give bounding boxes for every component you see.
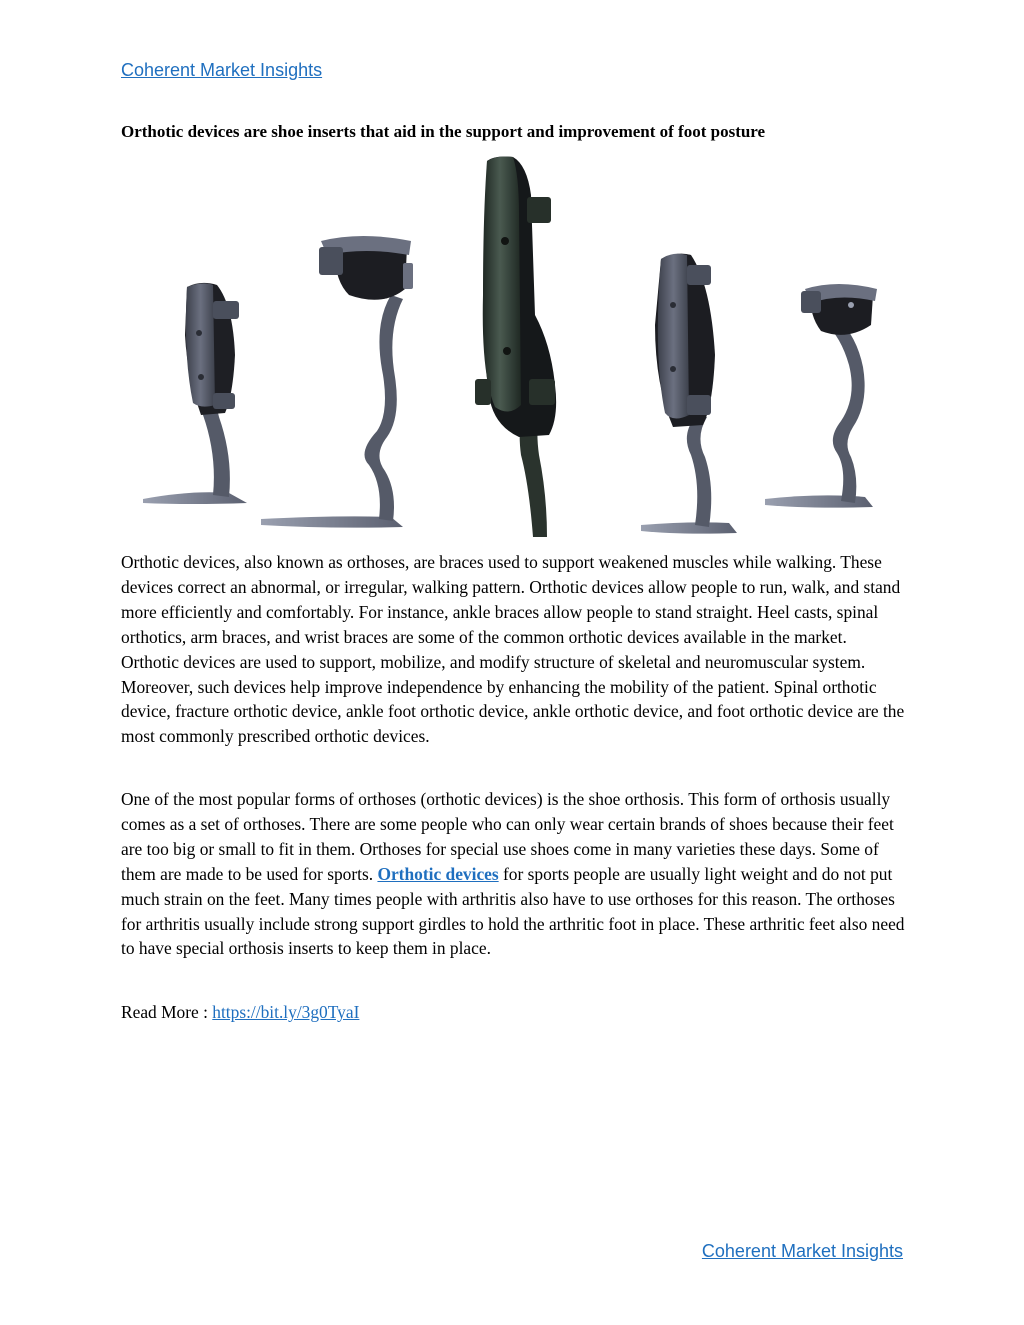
paragraph-2 — [121, 787, 906, 961]
orthotic-devices-link[interactable]: Orthotic devices — [377, 863, 499, 884]
brace-4-graphic — [641, 254, 737, 534]
read-more-label: Read More : — [121, 1002, 213, 1022]
footer-site-link[interactable]: Coherent Market Insights — [701, 1241, 903, 1261]
paragraph-1: Orthotic devices, also known as orthoses, are braces used to support weakened muscles while walking. These devices correct an abnormal, or irregular, walking pattern. Orthotic devices allow people to run, walk, and stand more efficiently and comfortably. For instance, ankle braces allow people to stand straight. Heel casts, spinal orthotics, arm braces, and wrist braces are some of the common orthotic devices available in the market. Orthotic devices are used to support, mobilize, and modify structure of skeletal and neuromuscular system. Moreover, such devices help improve independence by enhancing the mobility of the patient. Spinal orthotic device, fracture orthotic device, ankle foot orthotic device, ankle orthotic device, and foot orthotic device are the most commonly prescribed orthotic devices. — [121, 552, 905, 747]
brace-2-graphic — [261, 236, 413, 528]
paragraph-2-text-end: for sports people are usually light weight and do not put much strain on the feet. Many times people with arthritis also have to use orthoses for this reason. The orthoses for arthritis usually include strong support girdles to hold the arthritic foot in place. These arthritic feet also need to have special orthosis inserts to keep them in place. — [121, 863, 905, 959]
brace-5-graphic — [765, 284, 877, 508]
header-site-link[interactable]: Coherent Market Insights — [121, 60, 323, 80]
page-title: Orthotic devices are shoe inserts that aid in the support and improvement of foot posture — [121, 122, 766, 141]
read-more-line — [121, 1000, 906, 1025]
paragraph-2-text-start: One of the most popular forms of orthoses (orthotic devices) is the shoe orthosis. This form of orthosis usually comes as a set of orthoses. There are some people who can only wear certain brands of shoes because their feet are too big or small to fit in them. Orthoses for special use shoes come in many varieties these days. Some of them are made to be used for sports. — [121, 789, 894, 884]
orthotic-braces-image — [121, 155, 901, 537]
brace-3-graphic — [475, 157, 556, 538]
read-more-url-link[interactable]: https://bit.ly/3g0TyaI — [212, 1002, 360, 1022]
brace-1-graphic — [143, 283, 247, 504]
